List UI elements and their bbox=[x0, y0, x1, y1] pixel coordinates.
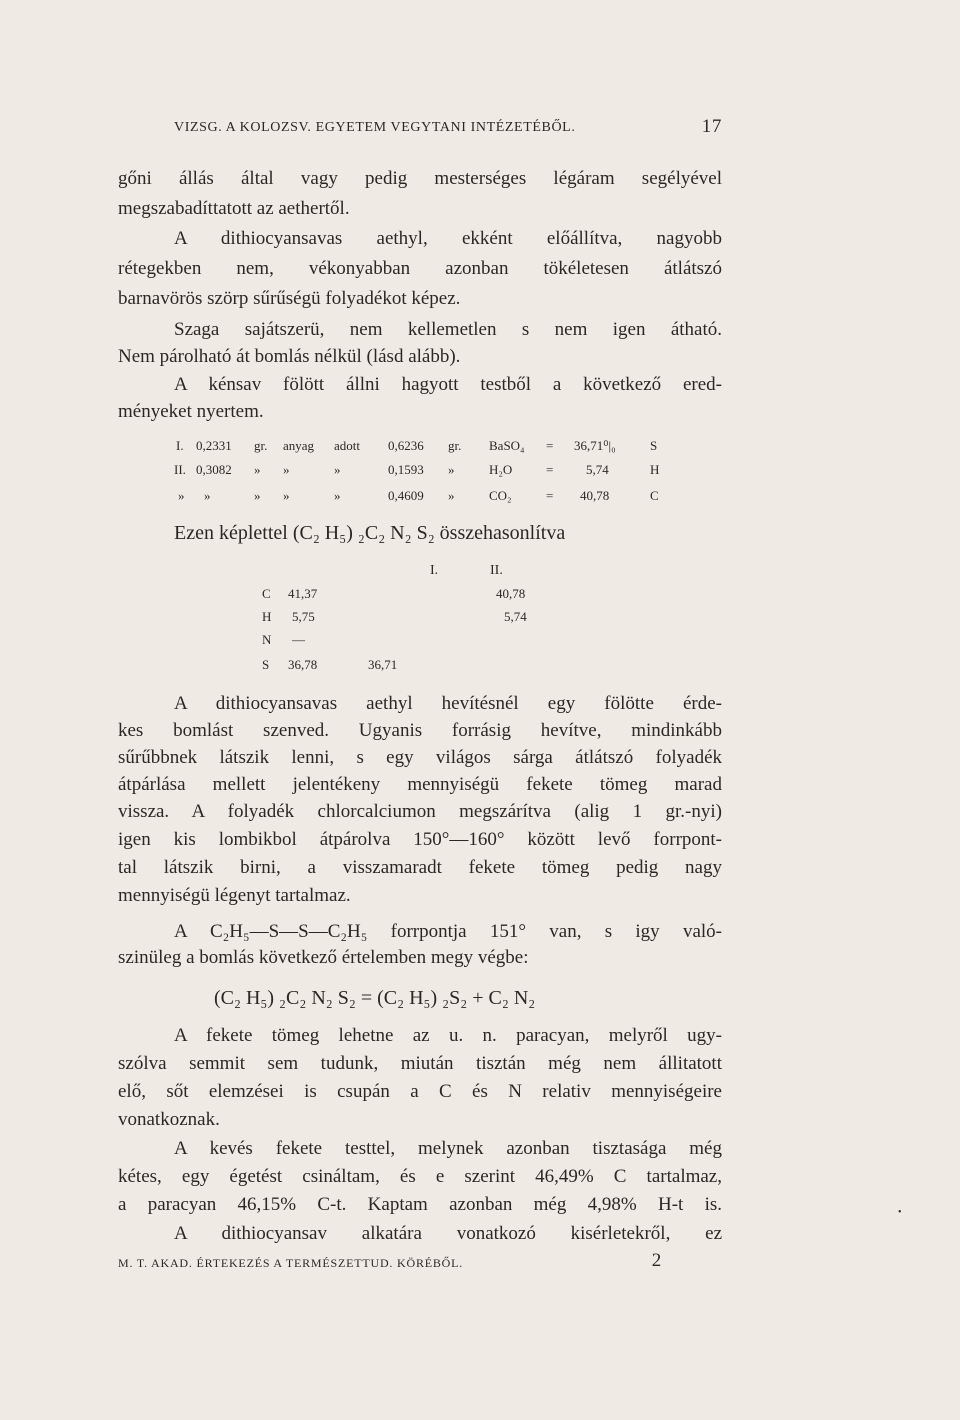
comparison-row: N — bbox=[262, 632, 305, 647]
analysis-row: I. 0,2331 gr. anyag adott 0,6236 gr. BaSO₄ = 36,71⁰|₀ S bbox=[176, 438, 658, 453]
running-title: VIZSG. A KOLOZSV. EGYETEM VEGYTANI INTÉZETÉBŐL. bbox=[174, 120, 576, 135]
text-line: kétes, egy égetést csináltam, és e szerint 46,49% C tartalmaz, bbox=[118, 1166, 722, 1187]
formula-line: Ezen képlettel (C₂ H₅) ₂C₂ N₂ S₂ összehasonlítva bbox=[174, 522, 566, 544]
text-line: A kénsav fölött állni hagyott testből a következő ered- bbox=[174, 374, 722, 395]
text-line: mennyiségü légenyt tartalmaz. bbox=[118, 885, 351, 906]
text-line: A dithiocyansavas aethyl hevítésnél egy fölötte érde- bbox=[174, 693, 722, 714]
signature-line: M. T. AKAD. ÉRTEKEZÉS A TERMÉSZETTUD. KÖRÉBŐL. bbox=[118, 1256, 464, 1270]
text-line: a paracyan 46,15% C-t. Kaptam azonban még 4,98% H-t is. bbox=[118, 1194, 722, 1215]
reaction-equation: (C₂ H₅) ₂C₂ N₂ S₂ = (C₂ H₅) ₂S₂ + C₂ N₂ bbox=[214, 987, 536, 1009]
analysis-row: » » » » » 0,4609 » CO₂ = 40,78 C bbox=[178, 488, 659, 503]
text-line: barnavörös szörp sűrűségü folyadékot képez. bbox=[118, 288, 461, 309]
text-line: sűrűbbnek látszik lenni, s egy világos sárga átlátszó folyadék bbox=[118, 747, 722, 768]
text-line: A dithiocyansav alkatára vonatkozó kisérletekről, ez bbox=[174, 1223, 722, 1244]
text-line: A kevés fekete testtel, melynek azonban tisztasága még bbox=[174, 1138, 722, 1159]
margin-mark: • bbox=[898, 1207, 902, 1218]
text-line: ményeket nyertem. bbox=[118, 401, 264, 422]
page-number: 17 bbox=[701, 116, 722, 137]
text-line: vissza. A folyadék chlorcalciumon megszárítva (alig 1 gr.-nyi) bbox=[118, 801, 722, 822]
comparison-row: H 5,75 5,74 bbox=[262, 609, 527, 624]
text-line: Szaga sajátszerü, nem kellemetlen s nem igen átható. bbox=[174, 319, 722, 340]
text-line: elő, sőt elemzései is csupán a C és N relativ mennyiségeire bbox=[118, 1081, 722, 1102]
column-header: II. bbox=[490, 563, 503, 578]
analysis-row: II. 0,3082 » » » 0,1593 » H₂O = 5,74 H bbox=[174, 462, 660, 477]
column-header: I. bbox=[430, 563, 439, 578]
text-line: gőni állás által vagy pedig mesterséges légáram segélyével bbox=[118, 168, 722, 189]
text-line: szinüleg a bomlás következő értelemben megy végbe: bbox=[118, 947, 529, 968]
text-line: megszabadíttatott az aethertől. bbox=[118, 198, 350, 219]
comparison-row: C 41,37 40,78 bbox=[262, 586, 526, 601]
text-line: rétegekben nem, vékonyabban azonban tökéletesen átlátszó bbox=[118, 258, 722, 279]
running-header bbox=[174, 116, 722, 137]
text-line: vonatkoznak. bbox=[118, 1109, 220, 1130]
text-line: kes bomlást szenved. Ugyanis forrásig hevítve, mindinkább bbox=[118, 720, 722, 741]
text-line: A C₂H₅—S—S—C₂H₅ forrpontja 151° van, s igy való- bbox=[174, 921, 722, 942]
text-line: tal látszik birni, a visszamaradt fekete tömeg pedig nagy bbox=[118, 857, 722, 878]
page-footer bbox=[118, 1250, 722, 1271]
text-line: igen kis lombikbol átpárolva 150°—160° között levő forrpont- bbox=[118, 829, 722, 850]
text-line: Nem párolható át bomlás nélkül (lásd alább). bbox=[118, 346, 461, 367]
text-line: szólva semmit sem tudunk, miután tisztán még nem állitatott bbox=[118, 1053, 722, 1074]
text-line: A fekete tömeg lehetne az u. n. paracyan, melyről ugy- bbox=[174, 1025, 722, 1046]
comparison-header bbox=[0, 563, 960, 583]
text-line: átpárlása mellett jelentékeny mennyiségü fekete tömeg marad bbox=[118, 774, 722, 795]
comparison-row: S 36,78 36,71 bbox=[262, 657, 398, 672]
text-line: A dithiocyansavas aethyl, ekként előállítva, nagyobb bbox=[174, 228, 722, 249]
sheet-number: 2 bbox=[651, 1250, 662, 1271]
